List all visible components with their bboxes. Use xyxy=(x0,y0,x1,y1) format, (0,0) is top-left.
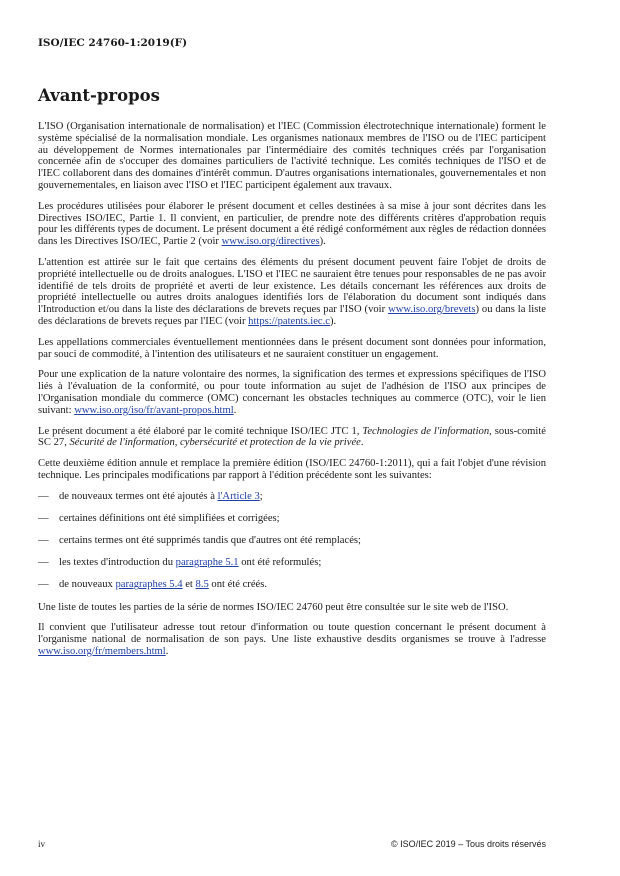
list-item xyxy=(38,557,546,569)
iec-patents-link[interactable]: https://patents.iec.c xyxy=(248,315,330,327)
committee-title: Technologies de l'information xyxy=(362,425,490,437)
list-item xyxy=(38,491,546,503)
list-item xyxy=(38,579,546,591)
paragraph-text-end: ). xyxy=(329,315,337,327)
paragraph-5-4-link[interactable]: paragraphes 5.4 xyxy=(115,579,183,591)
paragraph-text-mid: ) ou dans la liste des déclarations de brevets reçues par l'IEC (voir xyxy=(38,304,546,327)
paragraph-voluntary xyxy=(38,369,546,416)
directives-link[interactable]: www.iso.org/directives xyxy=(221,236,320,248)
list-dash: — xyxy=(38,490,49,502)
page-number: iv xyxy=(38,839,46,849)
paragraph-text: Pour une explication de la nature volontaire des normes, la signification des termes et expressions spécifiques de l'ISO liés à l'évaluation de la conformité, ou pour toute information au sujet de l'adhésion de l'ISO aux principes de l'Organisation mondiale du commerce (OMC) concernant les obstacles techniques au commerce (OTC), voir le lien suivant: xyxy=(38,369,546,416)
list-item-text: de nouveaux xyxy=(59,579,116,591)
paragraph-committee xyxy=(38,426,546,450)
paragraph-text-end: . xyxy=(360,437,364,449)
list-item-text: de nouveaux termes ont été ajoutés à xyxy=(59,490,218,502)
paragraph-procedures xyxy=(38,201,546,248)
paragraph-5-1-link[interactable]: paragraphe 5.1 xyxy=(175,557,239,569)
paragraph-text: Les procédures utilisées pour élaborer le présent document et celles destinées à sa mise à jour sont décrites dans les Directives ISO/IEC, Partie 1. Il convient, en particulier, de prendre note des différents critères d'approbation requis pour les différents types de document. Le présent document a été rédigé conformément aux règles de rédaction données dans les Directives ISO/IEC, Partie 2 (voir xyxy=(38,200,546,248)
paragraph-text-end: . xyxy=(233,404,237,416)
paragraph-edition: Cette deuxième édition annule et remplace la première édition (ISO/IEC 24760-1:2011), qui a fait l'objet d'une révision technique. Les principales modifications par rapport à l'édition précédente sont les suivantes: xyxy=(38,458,546,481)
document-body xyxy=(38,121,546,667)
list-item xyxy=(38,513,546,525)
members-link[interactable]: www.iso.org/fr/members.html xyxy=(38,646,166,658)
document-id: ISO/IEC 24760-1:2019(F) xyxy=(38,37,188,49)
paragraph-text-mid: , sous-comité SC 27, xyxy=(38,425,546,449)
paragraph-series: Une liste de toutes les parties de la série de normes ISO/IEC 24760 peut être consultée sur le site web de l'ISO. xyxy=(38,601,509,613)
subcommittee-title: Sécurité de l'information, cybersécurité et protection de la vie privée xyxy=(69,437,361,449)
list-dash: — xyxy=(38,535,49,547)
paragraph-text: L'attention est attirée sur le fait que certains des éléments du présent document peuvent faire l'objet de droits de propriété intellectuelle ou de droits analogues. L'ISO et l'IEC ne sauraient être tenues pour responsables de ne pas avoir identifié de tels droits de propriété et averti de leur existence. Les détails concernant les références aux droits de propriété intellectuelle ou autres droits analogues identifiés lors de l'élaboration du document sont indiqués dans l'Introduction et/ou dans la liste des déclarations de brevets reçues par l'ISO (voir xyxy=(38,256,546,316)
list-dash: — xyxy=(38,579,49,591)
iso-patents-link[interactable]: www.iso.org/brevets xyxy=(388,304,476,316)
list-dash: — xyxy=(38,557,49,569)
list-item-text: certains termes ont été supprimés tandis que d'autres ont été remplacés; xyxy=(59,535,361,547)
paragraph-8-5-link[interactable]: 8.5 xyxy=(195,579,209,591)
list-dash: — xyxy=(38,512,49,524)
list-item-end: ; xyxy=(259,490,263,502)
list-item-end: ont été reformulés; xyxy=(238,557,322,569)
article-3-link[interactable]: l'Article 3 xyxy=(217,490,260,502)
paragraph-text-end: ). xyxy=(319,236,326,248)
foreword-link[interactable]: www.iso.org/iso/fr/avant-propos.html xyxy=(74,404,234,416)
list-item-end: ont été créés. xyxy=(208,579,268,591)
copyright-notice: © ISO/IEC 2019 – Tous droits réservés xyxy=(390,839,546,849)
list-item xyxy=(38,535,546,547)
paragraph-feedback xyxy=(38,622,546,657)
list-item-text: certaines définitions ont été simplifiées et corrigées; xyxy=(59,512,280,524)
paragraph-trade-names: Les appellations commerciales éventuellement mentionnées dans le présent document sont données pour information, par souci de commodité, à l'intention des utilisateurs et ne sauraient constituer un engagement. xyxy=(38,336,546,360)
page-title: Avant-propos xyxy=(38,86,160,105)
list-item-text: les textes d'introduction du xyxy=(59,557,176,569)
paragraph-text: Le présent document a été élaboré par le comité technique ISO/IEC JTC 1, xyxy=(38,425,363,437)
list-item-mid: et xyxy=(182,579,196,591)
paragraph-intro: L'ISO (Organisation internationale de normalisation) et l'IEC (Commission électrotechnique internationale) forment le système spécialisé de la normalisation mondiale. Les organismes nationaux membres de l'ISO ou de l'IEC participent au développement de Normes internationales par l'intermédiaire des comités techniques créés par l'organisation concernée afin de s'occuper des domaines particuliers de l'activité technique. Les comités techniques de l'ISO et de l'IEC collaborent dans des domaines d'intérêt commun. D'autres organisations internationales, gouvernementales et non gouvernementales, en liaison avec l'ISO et l'IEC participent également aux travaux. xyxy=(38,121,546,191)
paragraph-text: Il convient que l'utilisateur adresse tout retour d'information ou toute question concernant le présent document à l'organisme national de normalisation de son pays. Une liste exhaustive desdits organismes se trouve à l'adresse xyxy=(38,622,546,646)
paragraph-text-end: . xyxy=(165,646,169,658)
paragraph-patents xyxy=(38,257,546,328)
